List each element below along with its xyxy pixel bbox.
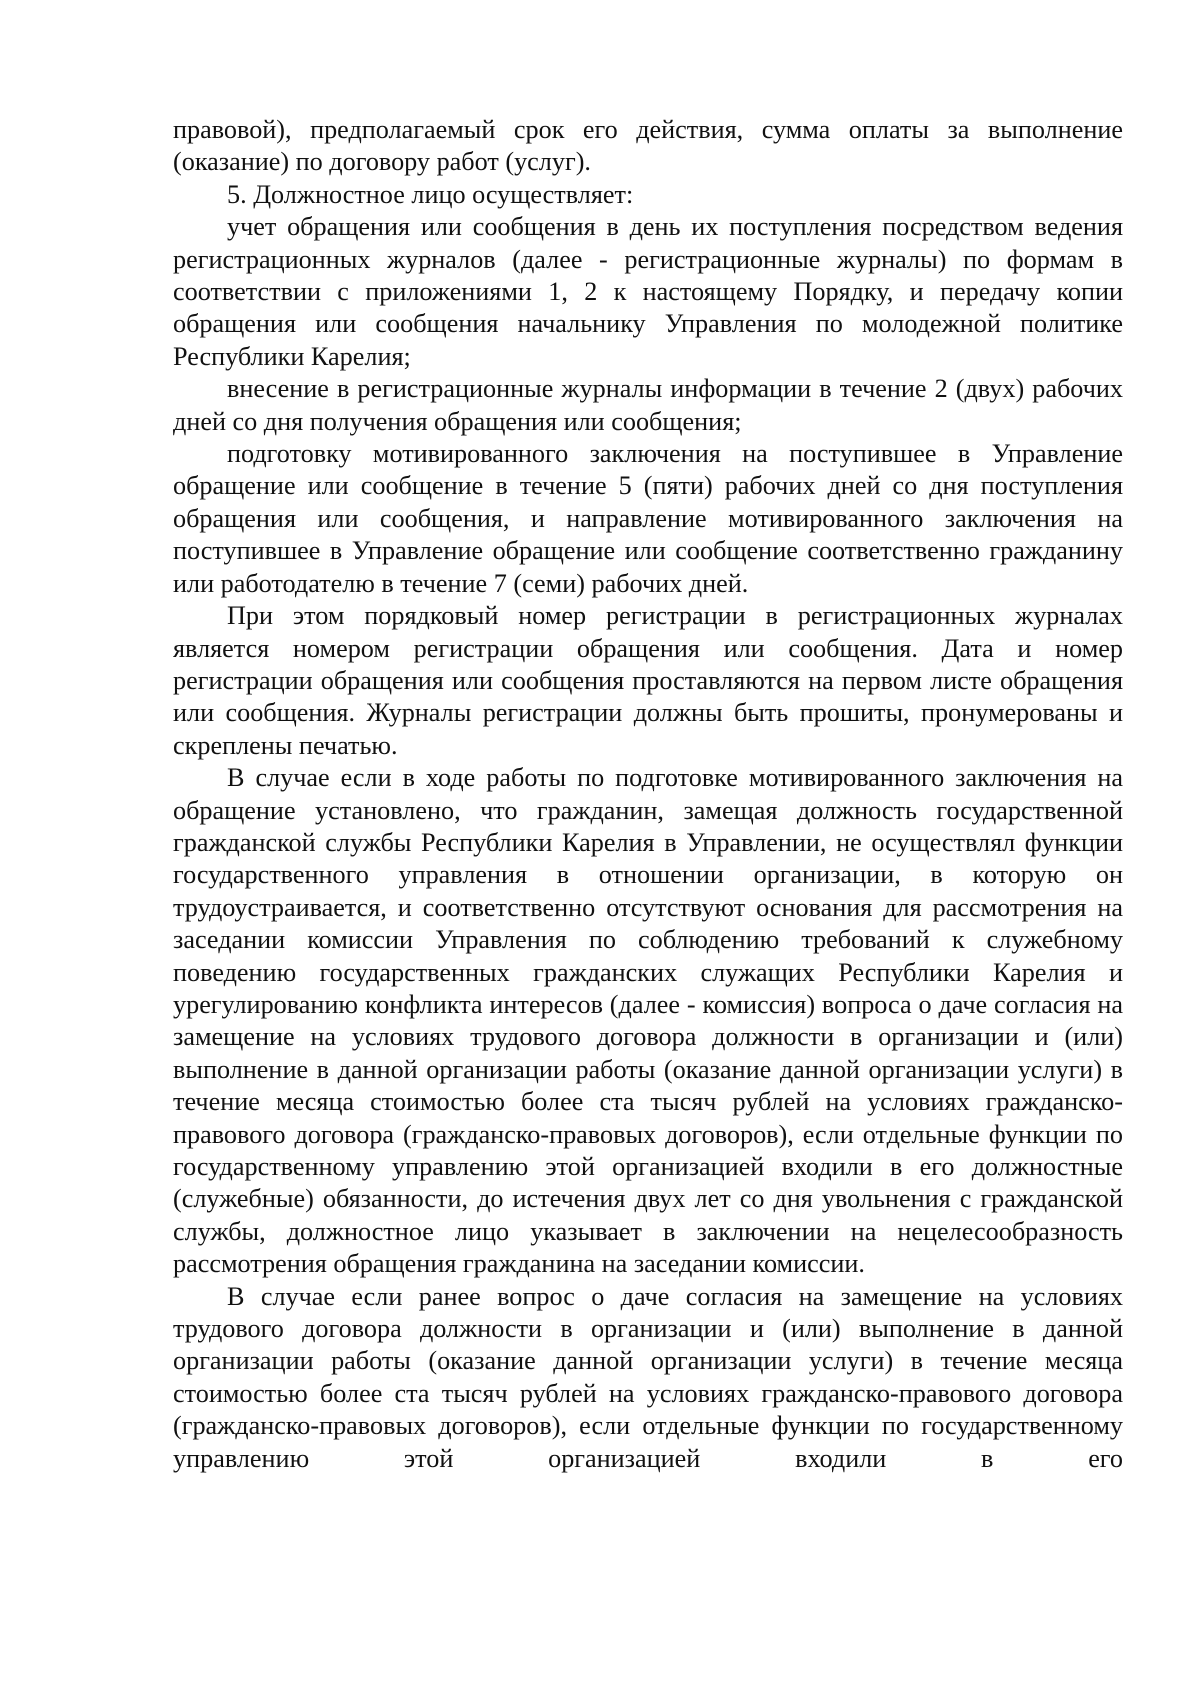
paragraph-case-previously-considered: В случае если ранее вопрос о даче согласия на замещение на условиях трудового договора должности в организации и (или) выполнение в данной организации работы (оказание данной организации услуги) в течение месяца стоимостью более ста тысяч рублей на условиях гражданско-правового договора (гражданско-правовых договоров), если отдельные функции по государственному управлению этой организацией входили в его: [173, 1281, 1123, 1473]
paragraph-case-no-functions: В случае если в ходе работы по подготовке мотивированного заключения на обращение установлено, что гражданин, замещая должность государственной гражданской службы Республики Карелия в Управлении, не осуществлял функции государственного управления в отношении организации, в которую он трудоустраивается, и соответственно отсутствуют основания для рассмотрения на заседании комиссии Управления по соблюдению требований к служебному поведению государственных гражданских служащих Республики Карелия и урегулированию конфликта интересов (далее - комиссия) вопроса о даче согласия на замещение на условиях трудового договора должности в организации и (или) выполнение в данной организации работы (оказание данной организации услуги) в течение месяца стоимостью более ста тысяч рублей на условиях гражданско-правового договора (гражданско-правовых договоров), если отдельные функции по государственному управлению этой организацией входили в его должностные (служебные) обязанности, до истечения двух лет со дня увольнения с гражданской службы, должностное лицо указывает в заключении на нецелесообразность рассмотрения обращения гражданина на заседании комиссии.: [173, 763, 1123, 1279]
paragraph-registration-number: При этом порядковый номер регистрации в регистрационных журналах является номером регистрации обращения или сообщения. Дата и номер регистрации обращения или сообщения проставляются на первом листе обращения или сообщения. Журналы регистрации должны быть прошиты, пронумерованы и скреплены печатью.: [173, 601, 1123, 760]
paragraph-motivated-conclusion: подготовку мотивированного заключения на поступившее в Управление обращение или сообщение в течение 5 (пяти) рабочих дней со дня поступления обращения или сообщения, и направление мотивированного заключения на поступившее в Управление обращение или сообщение соответственно гражданину или работодателю в течение 7 (семи) рабочих дней.: [173, 439, 1123, 598]
document-page: [173, 114, 1123, 1475]
paragraph-registration: учет обращения или сообщения в день их поступления посредством ведения регистрационных журналов (далее - регистрационные журналы) по формам в соответствии с приложениями 1, 2 к настоящему Порядку, и передачу копии обращения или сообщения начальнику Управления по молодежной политике Республики Карелия;: [173, 212, 1123, 371]
paragraph-item-5-heading: 5. Должностное лицо осуществляет:: [227, 179, 634, 209]
paragraph-journal-entry: внесение в регистрационные журналы информации в течение 2 (двух) рабочих дней со дня получения обращения или сообщения;: [173, 374, 1123, 436]
paragraph-continuation: правовой), предполагаемый срок его действия, сумма оплаты за выполнение (оказание) по договору работ (услуг).: [173, 115, 1123, 177]
